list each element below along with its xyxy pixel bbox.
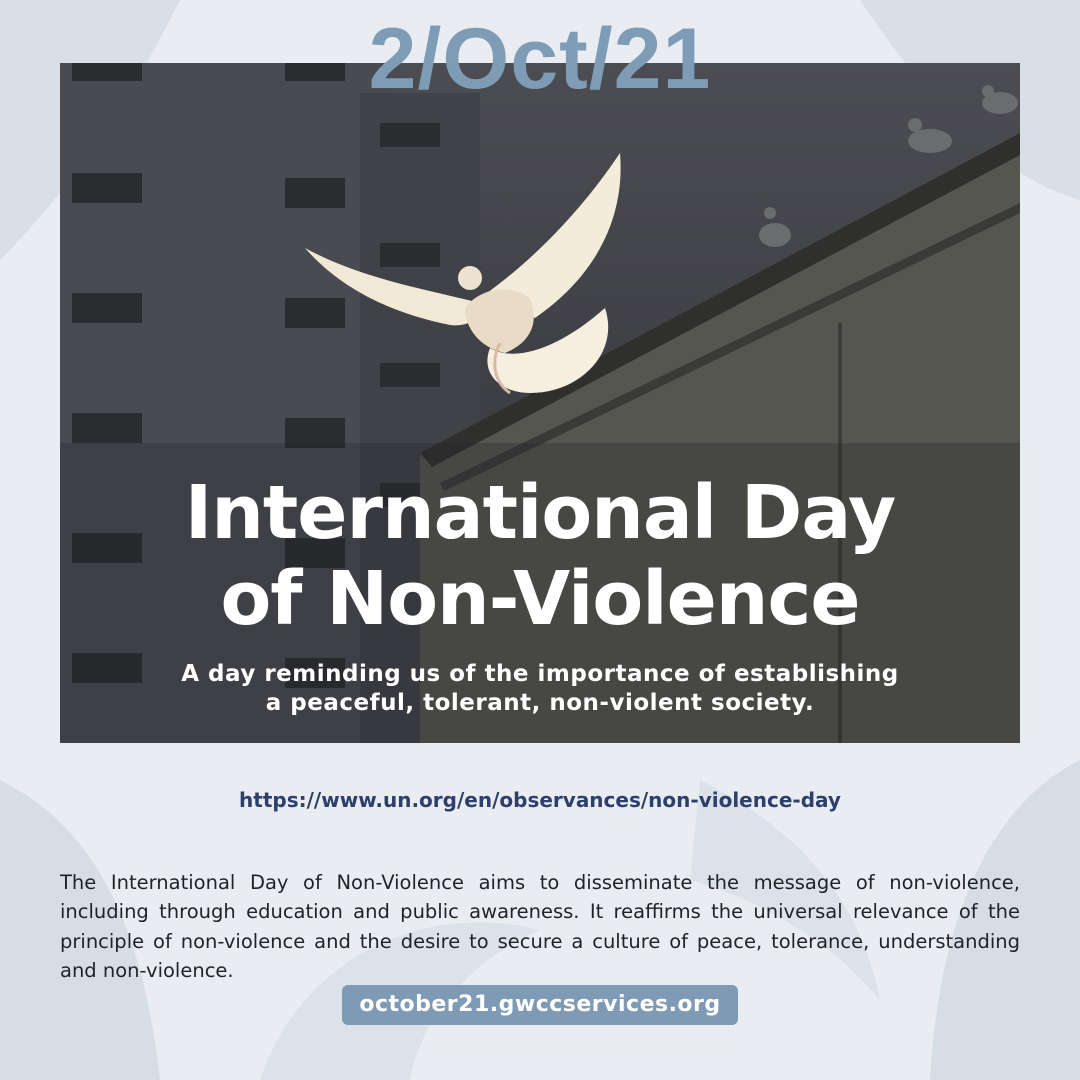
event-title-line-1: International Day — [184, 470, 896, 556]
event-title-line-2: of Non-Violence — [220, 556, 860, 642]
website-button[interactable]: october21.gwccservices.org — [342, 985, 738, 1025]
event-title — [60, 470, 1020, 642]
event-description: The International Day of Non-Violence aims to disseminate the message of non-violence, including through education and public awareness. It reaffirms the universal relevance of the principle of non-violence and the desire to secure a culture of peace, tolerance, understanding and non-violence. — [60, 870, 1020, 982]
un-observance-link[interactable]: https://www.un.org/en/observances/non-violence-day — [239, 788, 841, 812]
event-subtitle-line-2: a peaceful, tolerant, non-violent society. — [265, 690, 815, 716]
event-subtitle-line-1: A day reminding us of the importance of establishing — [181, 661, 899, 687]
event-subtitle — [60, 660, 1020, 718]
date-heading: 2/Oct/21 — [368, 11, 712, 107]
